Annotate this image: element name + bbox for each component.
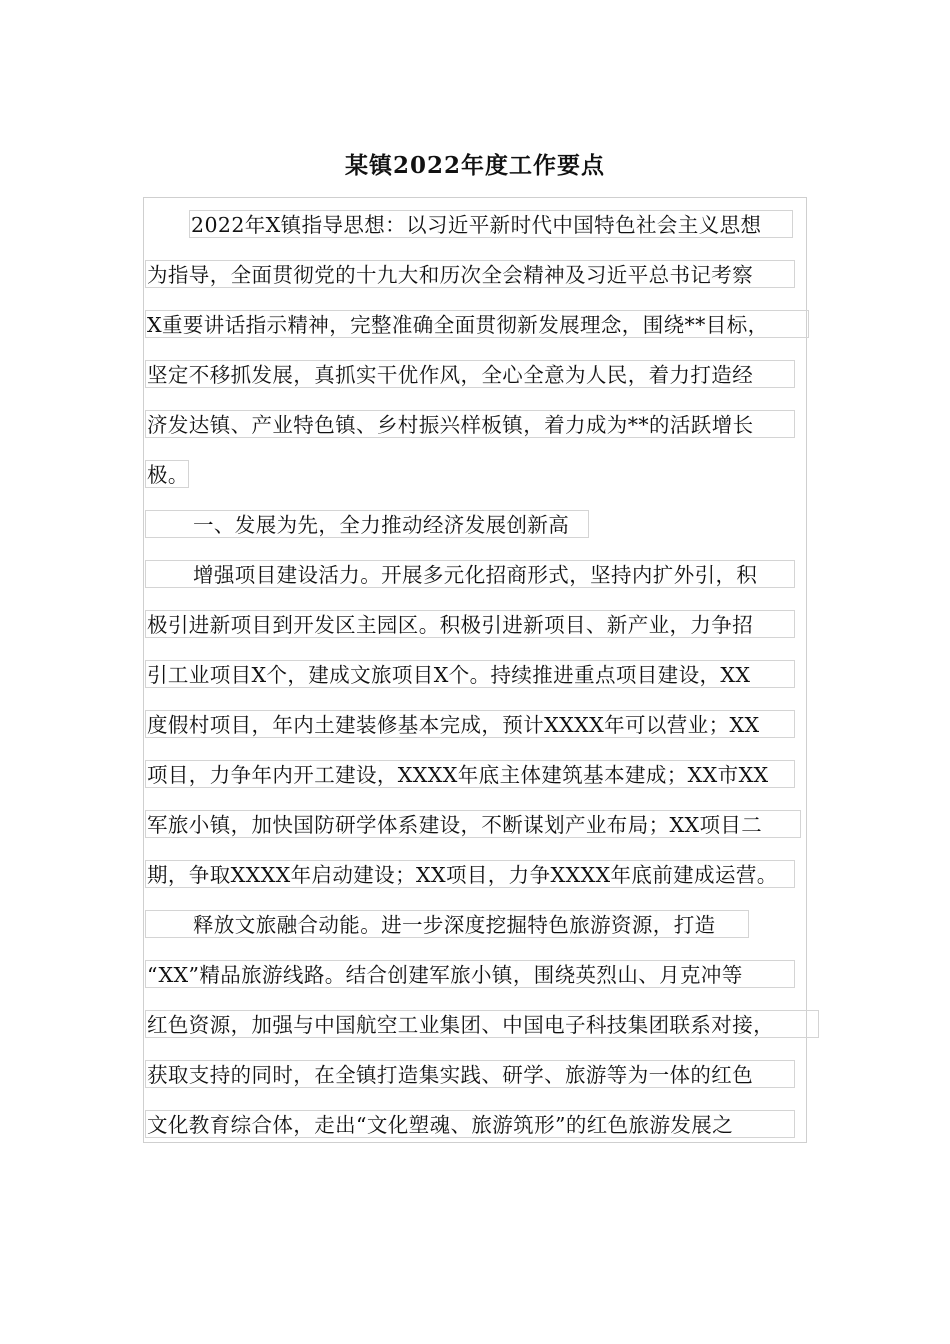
text-line: 2022年X镇指导思想：以习近平新时代中国特色社会主义思想: [189, 210, 793, 238]
text-line: 为指导，全面贯彻党的十九大和历次全会精神及习近平总书记考察: [145, 260, 795, 288]
text-line: 文化教育综合体，走出“文化塑魂、旅游筑形”的红色旅游发展之: [145, 1110, 795, 1138]
text-line: 红色资源，加强与中国航空工业集团、中国电子科技集团联系对接，: [145, 1010, 819, 1038]
text-line: 度假村项目，年内土建装修基本完成，预计XXXX年可以营业；XX: [145, 710, 795, 738]
text-line: 项目，力争年内开工建设，XXXX年底主体建筑基本建成；XX市XX: [145, 760, 795, 788]
text-line: 释放文旅融合动能。进一步深度挖掘特色旅游资源，打造: [145, 910, 749, 938]
text-line: 军旅小镇，加快国防研学体系建设，不断谋划产业布局；XX项目二: [145, 810, 801, 838]
text-line: “XX”精品旅游线路。结合创建军旅小镇，围绕英烈山、月克冲等: [145, 960, 795, 988]
text-line: 极。: [145, 460, 189, 488]
text-line: 极引进新项目到开发区主园区。积极引进新项目、新产业，力争招: [145, 610, 795, 638]
section-heading: 一、发展为先，全力推动经济发展创新高: [145, 510, 589, 538]
text-line: 期，争取XXXX年启动建设；XX项目，力争XXXX年底前建成运营。: [145, 860, 795, 888]
text-line: 坚定不移抓发展，真抓实干优作风，全心全意为人民，着力打造经: [145, 360, 795, 388]
text-line: 济发达镇、产业特色镇、乡村振兴样板镇，着力成为**的活跃增长: [145, 410, 795, 438]
text-line: 增强项目建设活力。开展多元化招商形式，坚持内扩外引，积: [145, 560, 795, 588]
text-line: X重要讲话指示精神，完整准确全面贯彻新发展理念，围绕**目标，: [145, 310, 809, 338]
text-line: 引工业项目X个，建成文旅项目X个。持续推进重点项目建设，XX: [145, 660, 795, 688]
text-line: 获取支持的同时，在全镇打造集实践、研学、旅游等为一体的红色: [145, 1060, 795, 1088]
page-title: 某镇2022年度工作要点: [344, 152, 605, 179]
